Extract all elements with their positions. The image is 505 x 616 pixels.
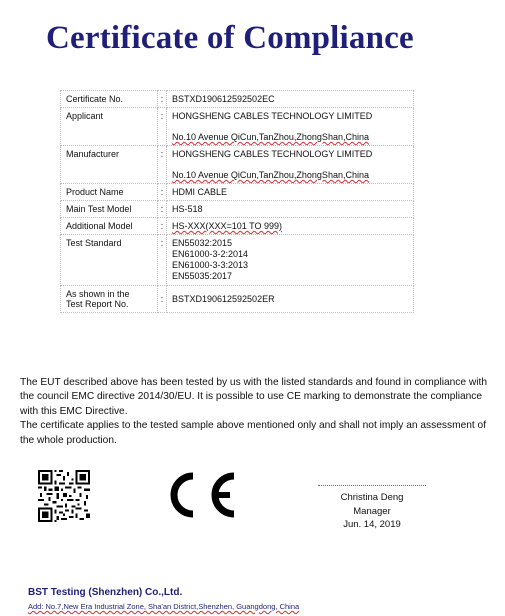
applicant-address: No.10 Avenue QiCun,TanZhou,ZhongShan,China — [172, 132, 369, 142]
separator: : — [158, 91, 167, 108]
main-test-model-value: HS-518 — [167, 201, 414, 218]
certificate-info-table — [60, 90, 414, 313]
manufacturer-name: HONGSHENG CABLES TECHNOLOGY LIMITED — [172, 149, 373, 159]
row-manufacturer — [61, 146, 414, 184]
ce-mark-icon — [160, 468, 238, 522]
row-test-report — [61, 286, 414, 313]
row-certificate-no — [61, 91, 414, 108]
compliance-paragraph: The EUT described above has been tested by us with the listed standards and found in compliance with the council EMC directive 2014/30/EU. It is possible to use CE marking to demonstrate the compliance with this EMC Directive. — [20, 377, 488, 417]
manufacturer-cell — [167, 146, 414, 184]
issue-date: Jun. 14, 2019 — [343, 519, 401, 530]
test-report-label — [61, 286, 158, 313]
test-standard-item: EN61000-3-2:2014 — [172, 249, 249, 259]
test-report-label-line1: As shown in the — [66, 289, 130, 299]
test-standard-list — [167, 235, 414, 286]
certificate-no-value: BSTXD190612592502EC — [167, 91, 414, 108]
test-report-label-line2: Test Report No. — [66, 299, 129, 309]
row-applicant — [61, 108, 414, 146]
product-name-label: Product Name — [61, 184, 158, 201]
separator: : — [158, 286, 167, 313]
manufacturer-label: Manufacturer — [61, 146, 158, 184]
product-name-value: HDMI CABLE — [167, 184, 414, 201]
compliance-statement — [20, 376, 490, 448]
separator: : — [158, 218, 167, 235]
row-test-standard — [61, 235, 414, 286]
test-report-value: BSTXD190612592502ER — [167, 286, 414, 313]
applicant-cell — [167, 108, 414, 146]
row-product-name — [61, 184, 414, 201]
manufacturer-address: No.10 Avenue QiCun,TanZhou,ZhongShan,China — [172, 170, 369, 180]
test-standard-label: Test Standard — [61, 235, 158, 286]
applicant-name: HONGSHENG CABLES TECHNOLOGY LIMITED — [172, 111, 373, 121]
signature-line — [318, 485, 426, 486]
certificate-no-label: Certificate No. — [61, 91, 158, 108]
row-main-test-model — [61, 201, 414, 218]
signatory-role: Manager — [353, 505, 391, 517]
separator: : — [158, 184, 167, 201]
additional-model-label: Additional Model — [61, 218, 158, 235]
separator: : — [158, 201, 167, 218]
qr-code-icon — [38, 470, 90, 522]
issuer-company-name: BST Testing (Shenzhen) Co.,Ltd. — [28, 587, 183, 598]
test-standard-item: EN61000-3-3:2013 — [172, 260, 249, 270]
scope-paragraph: The certificate applies to the tested sample above mentioned only and shall not imply an assessment of the whole production. — [20, 420, 487, 446]
separator: : — [158, 146, 167, 184]
additional-model-value: HS-XXX(XXX=101 TO 999) — [167, 218, 414, 235]
main-test-model-label: Main Test Model — [61, 201, 158, 218]
applicant-label: Applicant — [61, 108, 158, 146]
test-standard-item: EN55032:2015 — [172, 238, 233, 248]
separator: : — [158, 235, 167, 286]
test-standard-item: EN55035:2017 — [172, 271, 233, 281]
separator: : — [158, 108, 167, 146]
row-additional-model — [61, 218, 414, 235]
issuer-address: Add: No.7,New Era Industrial Zone, Sha'an District,Shenzhen, Guangdong, China — [28, 602, 300, 611]
signature-block — [318, 485, 426, 532]
signatory-name: Christina Deng — [340, 492, 404, 503]
certificate-title: Certificate of Compliance — [46, 20, 414, 56]
